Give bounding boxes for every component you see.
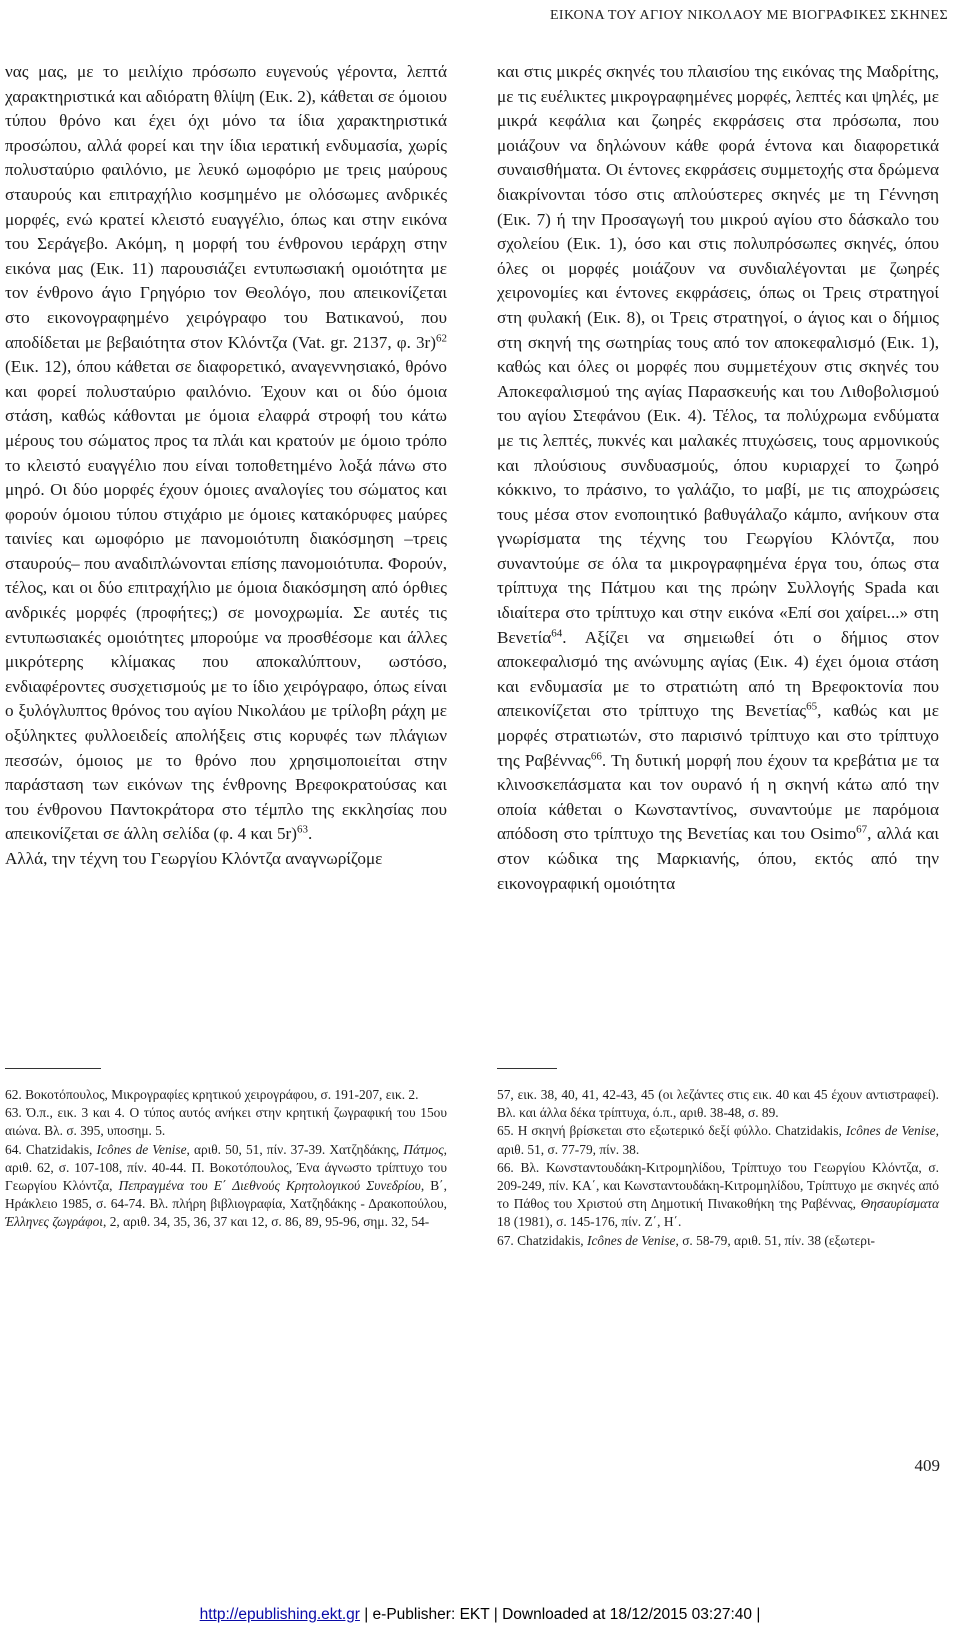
body-column-right <box>497 60 939 896</box>
footnotes-right <box>497 1086 939 1250</box>
footer-info: | e-Publisher: EKT | Downloaded at 18/12/2015 03:27:40 | <box>359 1606 761 1623</box>
footnote-ref[interactable]: 66 <box>590 749 602 762</box>
body-column-left <box>5 60 447 872</box>
download-footer <box>0 1606 960 1624</box>
footnote-ref[interactable]: 65 <box>806 700 818 713</box>
footnote: 65. Η σκηνή βρίσκεται στο εξωτερικό δεξί φύλλο. Chatzidakis, Icônes de Venise, αριθ. 51, σ. 77-79, πίν. 38. <box>497 1123 939 1157</box>
footnote-ref[interactable]: 67 <box>856 823 868 836</box>
footnote-ref[interactable]: 62 <box>436 331 447 344</box>
footnote: 63. Ό.π., εικ. 3 και 4. Ο τύπος αυτός ανήκει στην κρητική ζωγραφική του 15ου αιώνα. Βλ. σ. 395, υποσημ. 5. <box>5 1105 447 1139</box>
running-head: ΕΙΚΟΝΑ ΤΟΥ ΑΓΙΟΥ ΝΙΚΟΛΑΟΥ ΜΕ ΒΙΟΓΡΑΦΙΚΕΣ ΣΚΗΝΕΣ <box>549 8 948 23</box>
paragraph: νας μας, με το μειλίχιο πρόσωπο ευγενούς γέροντα, λεπτά χαρακτηριστικά και αδιόρατη θλίψη (Εικ. 2), κάθεται σε όμοιου τύπου θρόνο και έχει όχι μόνο τα ίδια χαρακτηριστικά προσώπου, αλλά φορεί και την ίδια ιερατική ενδυμασία, χωρίς πολυσταύριο φαιλόνιο, με λευκό ωμοφόριο με τρεις μαύρους σταυρούς και επιτραχήλιο κοσμημένο με ολόσωμες ανδρικές μορφές, ενώ κρατεί κλειστό ευαγγέλιο, όπως και στην εικόνα του Σεράγεβο. Ακόμη, η μορφή του ένθρονου ιεράρχη στην εικόνα μας (Εικ. 11) παρουσιάζει εντυπωσιακή ομοιότητα με τον ένθρονο άγιο Γρηγόριο τον Θεολόγο, που απεικονίζεται στο εικονογραφημένο χειρόγραφο του Βατικανού, που αποδίδεται με βεβαιότητα στον Κλόντζα (Vat. gr. 2137, φ. 3r)$^{62}$ (Εικ. 12), όπου κάθεται σε διαφορετικό, αναγεννησιακό, θρόνο και φορεί πολυσταύριο φαιλόνιο. Έχουν και οι δύο όμοια στάση, καθώς κάθονται με όμοια ελαφρά στροφή του κάτω μέρους του σώματος προς τα πλάι και κρατούν με όμοιο τρόπο το κλειστό ευαγγέλιο που είναι τοποθετημένο λοξά πάνω στο μηρό. Οι δύο μορφές έχουν όμοιες αναλογίες του σώματος και φορούν όμοιου τύπου στιχάριο με όμοιες κατακόρυφες μαύρες ταινίες και ωμοφόριο με πανομοιότυπη διακόσμηση –τρεις σταυρούς– που αναδιπλώνονται επίσης πανομοιότυπα. Φορούν, τέλος, και οι δύο επιτραχήλιο με όμοια διακόσμηση από όρθιες ανδρικές μορφές (προφήτες;) σε μονοχρωμία. Σε αυτές τις εντυπωσιακές ομοιότητες μπορούμε να προσθέσομε και άλλες μικρότερης κλίμακας που αποκαλύπτουν, ωστόσο, ενδιαφέροντες συσχετισμούς με το ίδιο χειρόγραφο, όπως είναι ο ξυλόγλυπτος θρόνος του αγίου Νικολάου με τρίλοβη ράχη με οξύληκτες φυλλοειδείς απολήξεις στις κορυφές των πλάγιων πεσσών, όμοιος με το θρόνο που χρησιμοποιείται στην παράσταση των εικόνων της ένθρονης Βρεφοκρατούσας και του ένθρονου Παντοκράτορα στο τέμπλο της εκκλησίας που απεικονίζεται σε άλλη σελίδα (φ. 4 και 5r)$^{63}$. <box>5 62 447 844</box>
footnote: 57, εικ. 38, 40, 41, 42-43, 45 (οι λεζάντες στις εικ. 40 και 45 έχουν αντιστραφεί). Βλ. και άλλα δέκα τρίπτυχα, ό.π., αριθ. 38-48, σ. 89. <box>497 1087 939 1121</box>
footnote: 66. Βλ. Κωνσταντουδάκη-Κιτρομηλίδου, Τρίπτυχο του Γεωργίου Κλόντζα, σ. 209-249, πίν. ΚΑ΄, και Κωνσταντουδάκη-Κιτρομηλίδου, Τρίπτυχο με σκηνές από το Πάθος του Χριστού στη Δημοτική Πινακοθήκη της Ραβέννας, Θησαυρίσματα 18 (1981), σ. 145-176, πίν. Ζ΄, Η΄. <box>497 1159 939 1230</box>
footnote-ref[interactable]: 64 <box>551 626 563 639</box>
footnote: 62. Βοκοτόπουλος, Μικρογραφίες κρητικού χειρογράφου, σ. 191-207, εικ. 2. <box>5 1087 419 1102</box>
publisher-link[interactable]: http://epublishing.ekt.gr <box>199 1606 360 1623</box>
footnote-divider <box>5 1068 101 1069</box>
footnotes-left <box>5 1086 447 1232</box>
page-number: 409 <box>914 1456 940 1475</box>
paragraph: Αλλά, την τέχνη του Γεωργίου Κλόντζα αναγνωρίζομε <box>5 849 383 868</box>
footnote: 64. Chatzidakis, Icônes de Venise, αριθ. 50, 51, πίν. 37-39. Χατζηδάκης, Πάτμος, αριθ. 62, σ. 107-108, πίν. 40-44. Π. Βοκοτόπουλος, Ένα άγνωστο τρίπτυχο του Γεωργίου Κλόντζα, Πεπραγμένα του Ε΄ Διεθνούς Κρητολογικού Συνεδρίου, Β΄, Ηράκλειο 1985, σ. 64-74. Βλ. πλήρη βιβλιογραφία, Χατζηδάκης - Δρακοπούλου, Έλληνες ζωγράφοι, 2, αριθ. 34, 35, 36, 37 και 12, σ. 86, 89, 95-96, σημ. 32, 54- <box>5 1141 447 1230</box>
footnote-divider <box>497 1068 557 1069</box>
footnote: 67. Chatzidakis, Icônes de Venise, σ. 58-79, αριθ. 51, πίν. 38 (εξωτερι- <box>497 1232 876 1248</box>
footnote-ref[interactable]: 63 <box>297 823 308 836</box>
paragraph: και στις μικρές σκηνές του πλαισίου της εικόνας της Μαδρίτης, με τις ευέλικτες μικρογραφημένες μορφές, λεπτές και ψηλές, με μικρά κεφάλια και ζωηρές εκφράσεις στα πρόσωπα, που μοιάζουν να δηλώνουν κάθε φορά έντονα και διαφορετικά συναισθήματα. Οι έντονες εκφράσεις συμμετοχής στα δρώμενα διακρίνονται τόσο στις απλούστερες σκηνές με τη Γέννηση (Εικ. 7) ή την Προσαγωγή του μικρού αγίου στο δάσκαλο του σχολείου (Εικ. 1), όσο και στις πολυπρόσωπες σκηνές, όπου όλες οι μορφές μοιάζουν να συνδιαλέγονται με ζωηρές χειρονομίες και έντονες εκφράσεις, όπως οι Τρεις στρατηγοί στη φυλακή (Εικ. 8), οι Τρεις στρατηγοί, ο άγιος και ο δήμιος στη σκηνή της σωτηρίας τους από τον αποκεφαλισμό (Εικ. 1), καθώς και όλες οι μορφές που συμμετέχουν στις σκηνές του Αποκεφαλισμού της αγίας Παρασκευής και του Λιθοβολισμού του αγίου Στεφάνου (Εικ. 4). Τέλος, τα πολύχρωμα ενδύματα με τις λεπτές, πυκνές και μαλακές πτυχώσεις, τους αρμονικούς και πλούσιους συνδυασμούς, όπου κυριαρχεί το ζωηρό κόκκινο, το πράσινο, το γαλάζιο, το μαβί, με τις αποχρώσεις τους μέσα στον ενοποιητικό βαθυγάλαζο κάμπο, ανήκουν στα γνωρίσματα της τέχνης του Γεωργίου Κλόντζα, που συναντούμε σε όλα τα μικρογραφημένα έργα του, όπως στα τρίπτυχα της Πάτμου και της πρώην Συλλογής Spada και ιδιαίτερα στο τρίπτυχο και στην εικόνα «Επί σοι χαίρει...» στη Βενετία$^{64}$. Αξίζει να σημειωθεί ότι ο δήμιος στον αποκεφαλισμό της ανώνυμης αγίας (Εικ. 4) έχει όμοια στάση και ενδυμασία με το στρατιώτη από τη Βρεφοκτονία που απεικονίζεται στο τρίπτυχο της Βενετίας$^{65}$, καθώς και με μορφές στρατιωτών, στο παρισινό τρίπτυχο και στο τρίπτυχο της Ραβέννας$^{66}$. Τη δυτική μορφή που έχουν τα κρεβάτια με τα κλινοσκεπάσματα και τον ουρανό ή η σκηνή κάτω από την οποία κάθεται ο Κωνσταντίνος, συναντούμε με παρόμοια απόδοση στο τρίπτυχο της Βενετίας και του Osimo$^{67}$, αλλά και στον κώδικα της Μαρκιανής, όπου, εκτός από την εικονογραφική ομοιότητα <box>497 62 939 893</box>
